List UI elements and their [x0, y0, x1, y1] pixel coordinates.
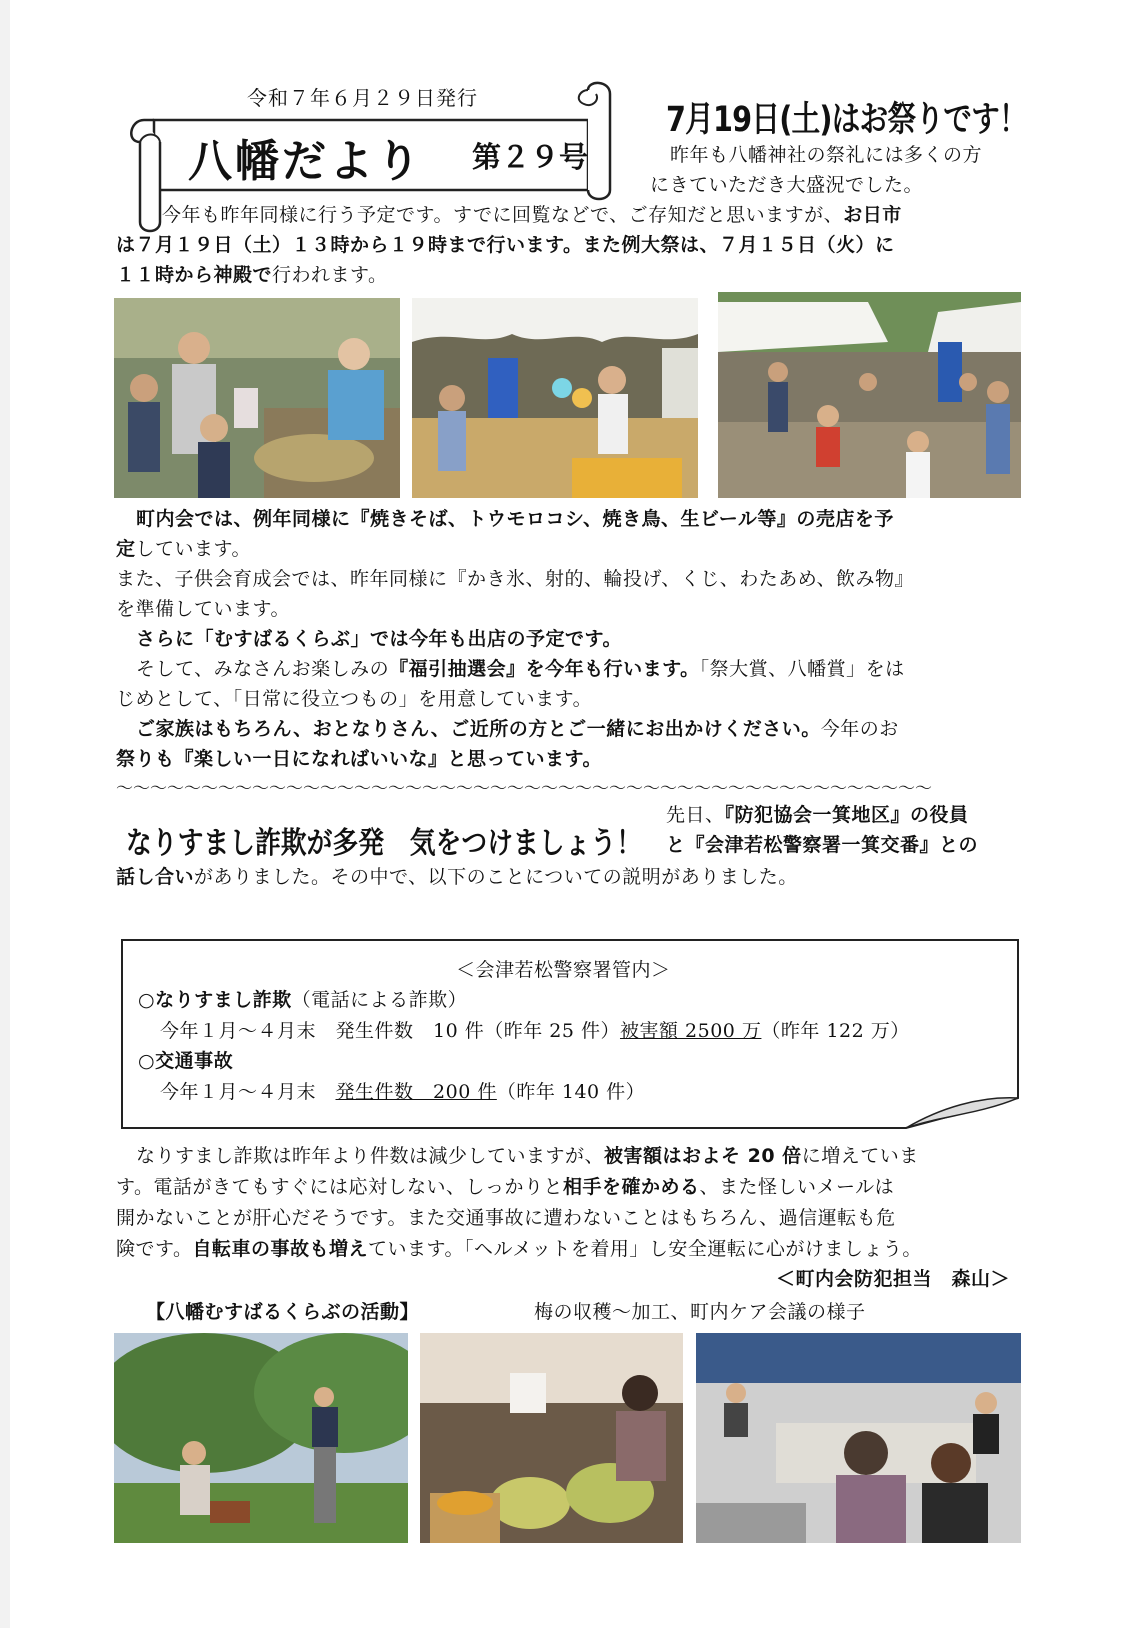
festival-paragraph: 町内会では、例年同様に『焼きそば、トウモロコシ、焼き鳥、生ビール等』の売店を予: [136, 508, 894, 530]
newsletter-page: [10, 0, 1138, 1628]
fraud-intro-line: 先日、『防犯協会一箕地区』の役員: [666, 804, 969, 826]
festival-schedule-line: は７月１９日（土）１３時から１９時まで行います。また例大祭は、７月１５日（火）に: [116, 234, 895, 256]
festival-paragraph: また、子供会育成会では、昨年同様に『かき氷、射的、輪投げ、くじ、わたあめ、飲み物』: [116, 568, 914, 590]
activity-photo-plum-harvest: [114, 1333, 408, 1543]
festival-paragraph: さらに「むすばるくらぶ」では今年も出店の予定です。: [136, 628, 622, 650]
issue-number: 第２９号: [472, 140, 589, 174]
festival-schedule-line: １１時から神殿で行われます。: [116, 264, 388, 286]
fraud-paragraph: 開かないことが肝心だそうです。また交通事故に遭わないことはもちろん、過信運転も危: [116, 1207, 896, 1229]
festival-paragraph: を準備しています。: [116, 598, 290, 620]
festival-paragraph: じめとして、「日常に役立つもの」を用意しています。: [116, 688, 593, 710]
issue-date: 令和７年６月２９日発行: [247, 86, 478, 110]
festival-photo-crowd: [718, 292, 1021, 498]
stats-traffic-figures: 今年１月〜４月末 発生件数 200 件（昨年 140 件）: [160, 1081, 646, 1103]
festival-intro-line: にきていただき大盛況でした。: [650, 174, 924, 196]
fraud-signature: ＜町内会防犯担当 森山＞: [776, 1268, 1011, 1290]
festival-schedule-line: 今年も昨年同様に行う予定です。すでに回覧などで、ご存知だと思いますが、お日市: [162, 204, 902, 226]
fraud-paragraph: なりすまし詐欺は昨年より件数は減少していますが、被害額はおよそ 20 倍に増えていま: [136, 1145, 919, 1167]
fraud-intro-line: 話し合いがありました。その中で、以下のことについての説明がありました。: [116, 866, 798, 888]
festival-photo-tent-stalls: [412, 298, 698, 498]
fraud-paragraph: す。電話がきてもすぐには応対しない、しっかりと相手を確かめる、また怪しいメールは: [116, 1176, 895, 1198]
wavy-divider: 〜〜〜〜〜〜〜〜〜〜〜〜〜〜〜〜〜〜〜〜〜〜〜〜〜〜〜〜〜〜〜〜〜〜〜〜〜〜〜〜〜〜〜〜〜〜〜〜: [116, 779, 932, 799]
festival-paragraph: 祭りも『楽しい一日になればいいな』と思っています。: [116, 748, 602, 770]
festival-intro-line: 昨年も八幡神社の祭礼には多くの方: [670, 144, 983, 166]
festival-paragraph: ご家族はもちろん、おとなりさん、ご近所の方とご一緒にお出かけください。今年のお: [136, 718, 899, 740]
festival-paragraph: 定しています。: [116, 538, 251, 560]
activity-photo-plum-processing: [420, 1333, 683, 1543]
stats-box-title: ＜会津若松警察署管内＞: [456, 959, 671, 981]
fraud-intro-line: と『会津若松警察署一箕交番』との: [666, 834, 979, 856]
activities-title: 【八幡むすばるくらぶの活動】: [146, 1301, 420, 1323]
activities-caption: 梅の収穫〜加工、町内ケア会議の様子: [534, 1301, 866, 1323]
newsletter-title: 八幡だより: [188, 136, 423, 187]
festival-photo-stall-cooking: [114, 298, 400, 498]
festival-paragraph: そして、みなさんお楽しみの『福引抽選会』を今年も行います。「祭大賞、八幡賞」をは: [136, 658, 905, 680]
festival-headline: 7月19日(土)はお祭りです！: [666, 100, 1027, 140]
activity-photo-care-meeting: [696, 1333, 1021, 1543]
stats-traffic-label: ○交通事故: [138, 1050, 234, 1072]
stats-fraud-label: ○なりすまし詐欺（電話による詐欺）: [138, 989, 468, 1011]
stats-fraud-figures: 今年１月〜４月末 発生件数 10 件（昨年 25 件）被害額 2500 万（昨年 122 万）: [160, 1020, 910, 1042]
fraud-headline: なりすまし詐欺が多発 気をつけましょう！: [126, 826, 642, 861]
fraud-paragraph: 険です。自転車の事故も増えています。「ヘルメットを着用」し安全運転に心がけましょう。: [116, 1238, 922, 1260]
